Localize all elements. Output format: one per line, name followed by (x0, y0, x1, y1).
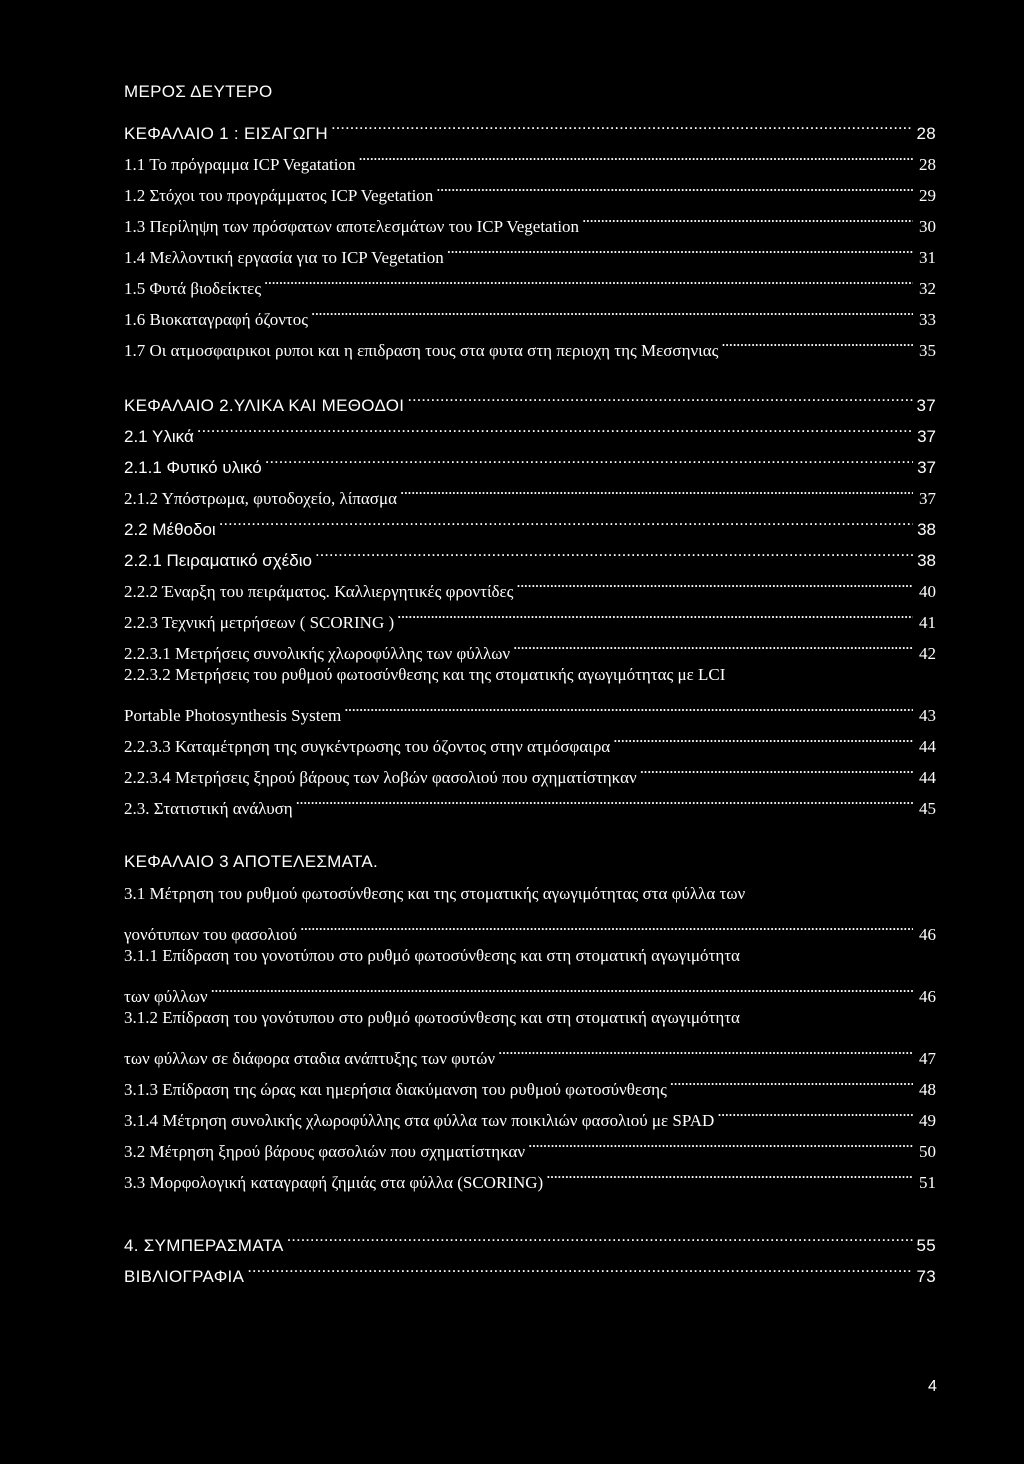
toc-entry-page: 35 (919, 341, 936, 360)
toc-entry-title: ΒΙΒΛΙΟΓΡΑΦΙΑ (124, 1267, 245, 1286)
dot-leader (516, 566, 913, 597)
dot-leader (247, 1251, 913, 1282)
dot-leader (344, 690, 913, 721)
toc-entry-title: ΚΕΦΑΛΑΙΟ 1 : ΕΙΣΑΓΩΓΗ (124, 124, 328, 143)
toc-entry-title: 3.2 Μέτρηση ξηρού βάρους φασολιών που σχηματίστηκαν (124, 1142, 526, 1161)
dot-leader (197, 411, 913, 442)
toc-entry-title: 1.2 Στόχοι του προγράμματος ICP Vegetation (124, 186, 434, 205)
toc-entry-page: 50 (919, 1142, 936, 1161)
chapter-3-heading: ΚΕΦΑΛΑΙΟ 3 ΑΠΟΤΕΛΕΣΜΑΤΑ. (124, 852, 379, 871)
toc-entry-page: 47 (919, 1049, 936, 1068)
toc-entry-title-line2: των φύλλων σε διάφορα σταδια ανάπτυξης των φυτών (124, 1049, 496, 1068)
dot-leader (407, 380, 913, 411)
toc-entry-page: 44 (919, 768, 936, 787)
toc-entry-page: 43 (919, 706, 936, 725)
toc-entry-page: 29 (919, 186, 936, 205)
toc-entry-page: 38 (917, 551, 936, 570)
toc-entry-page: 32 (919, 279, 936, 298)
toc-entry (124, 971, 936, 1006)
toc-entry-title: 2.2 Μέθοδοι (124, 520, 216, 539)
dot-leader (358, 139, 913, 170)
toc-entry (124, 909, 936, 944)
dot-leader (582, 201, 913, 232)
toc-entry-title: 1.5 Φυτά βιοδείκτες (124, 279, 262, 298)
dot-leader (296, 783, 913, 814)
toc-entry-title: 2.1.2 Υπόστρωμα, φυτοδοχείο, λίπασμα (124, 489, 397, 508)
toc-entry-page: 33 (919, 310, 936, 329)
dot-leader (670, 1064, 913, 1095)
toc-entry-title: 1.1 Το πρόγραμμα ICP Vegatation (124, 155, 356, 174)
page-number: 4 (928, 1378, 937, 1395)
dot-leader (498, 1033, 913, 1064)
toc-entry-title: 1.6 Βιοκαταγραφή όζοντος (124, 310, 308, 329)
toc-entry (124, 504, 936, 539)
toc-entry-title: 2.2.1 Πειραματικό σχέδιο (124, 551, 312, 570)
toc-entry-page: 37 (916, 396, 936, 415)
toc-entry-title: 1.4 Μελλοντική εργασία για το ICP Vegetation (124, 248, 444, 267)
dot-leader (331, 108, 913, 139)
toc-entry-page: 51 (919, 1173, 936, 1192)
toc-entry-title: ΚΕΦΑΛΑΙΟ 2.ΥΛΙΚΑ ΚΑΙ ΜΕΘΟΔΟΙ (124, 396, 405, 415)
dot-leader (447, 232, 913, 263)
toc-entry-page: 28 (916, 124, 936, 143)
toc-entry (124, 442, 936, 477)
toc-entry-title-line1: 3.1.1 Επίδραση του γονοτύπου στο ρυθμό φωτοσύνθεσης και στη στοματική αγωγιμότητα (124, 946, 740, 965)
dot-leader (513, 628, 913, 659)
toc-entry-page: 28 (919, 155, 936, 174)
toc-entry-title: 3.1.3 Επίδραση της ώρας και ημερήσια διακύμανση του ρυθμού φωτοσύνθεσης (124, 1080, 667, 1099)
toc-entry-title-line1: 3.1 Μέτρηση του ρυθμού φωτοσύνθεσης και της στοματικής αγωγιμότητας στα φύλλα των (124, 884, 746, 903)
toc-entry-page: 46 (919, 925, 936, 944)
toc-entry-title: 3.3 Μορφολογική καταγραφή ζημιάς στα φύλλα (SCORING) (124, 1173, 544, 1192)
toc-entry-title-line2: Portable Photosynthesis System (124, 706, 342, 725)
toc-entry-title: 2.2.2 Έναρξη του πειράματος. Καλλιεργητικές φροντίδες (124, 582, 514, 601)
chapter-2-heading (124, 380, 936, 415)
toc-entry-title: 2.1.1 Φυτικό υλικό (124, 458, 262, 477)
dot-leader (265, 442, 913, 473)
toc-entry (124, 690, 936, 725)
toc-entry-page: 37 (917, 458, 936, 477)
toc-entry-title: 4. ΣΥΜΠΕΡΑΣΜΑΤΑ (124, 1236, 284, 1255)
toc-entry-page: 38 (917, 520, 936, 539)
toc-entry-page: 31 (919, 248, 936, 267)
toc-entry-page: 37 (919, 489, 936, 508)
toc-entry-title: 2.2.3.3 Καταμέτρηση της συγκέντρωσης του όζοντος στην ατμόσφαιρα (124, 737, 611, 756)
toc-entry-page: 46 (919, 987, 936, 1006)
toc-entry-page: 73 (916, 1267, 936, 1286)
toc-entry (124, 411, 936, 446)
dot-leader (287, 1220, 913, 1251)
dot-leader (311, 294, 913, 325)
toc-entry-title-line2: γονότυπων του φασολιού (124, 925, 298, 944)
toc-entry-title: 2.2.3.4 Μετρήσεις ξηρού βάρους των λοβών φασολιού που σχηματίστηκαν (124, 768, 637, 787)
dot-leader (315, 535, 913, 566)
toc-entry-title: 1.3 Περίληψη των πρόσφατων αποτελεσμάτων του ICP Vegetation (124, 217, 580, 236)
part-title: ΜΕΡΟΣ ΔΕΥΤΕΡΟ (124, 82, 273, 101)
dot-leader (640, 752, 913, 783)
dot-leader (400, 473, 913, 504)
toc-entry-title-line2: των φύλλων (124, 987, 208, 1006)
toc-entry-title: 1.7 Οι ατμοσφαιρικοι ρυποι και η επιδραση τους στα φυτα στη περιοχη της Μεσσηνιας (124, 341, 719, 360)
toc-entry-page: 44 (919, 737, 936, 756)
dot-leader (528, 1126, 913, 1157)
table-of-contents (124, 76, 936, 1286)
dot-leader (211, 971, 913, 1002)
toc-entry-title-line1: 3.1.2 Επίδραση του γονότυπου στο ρυθμό φωτοσύνθεσης και στη στοματική αγωγιμότητα (124, 1008, 740, 1027)
toc-entry (124, 1033, 936, 1068)
toc-entry-title: 2.2.3.1 Μετρήσεις συνολικής χλωροφύλλης των φύλλων (124, 644, 511, 663)
toc-entry-title: 2.1 Υλικά (124, 427, 194, 446)
dot-leader (436, 170, 913, 201)
toc-entry-title-line1: 2.2.3.2 Μετρήσεις του ρυθμού φωτοσύνθεσης και της στοματικής αγωγιμότητας με LCI (124, 665, 726, 684)
dot-leader (300, 909, 913, 940)
toc-entry-title: 2.2.3 Τεχνική μετρήσεων ( SCORING ) (124, 613, 395, 632)
toc-entry-page: 30 (919, 217, 936, 236)
toc-entry-title: 3.1.4 Μέτρηση συνολικής χλωροφύλλης στα φύλλα των ποικιλιών φασολιού με SPAD (124, 1111, 715, 1130)
toc-entry (124, 535, 936, 570)
dot-leader (721, 325, 913, 356)
toc-entry-page: 40 (919, 582, 936, 601)
toc-entry-page: 37 (917, 427, 936, 446)
toc-entry-page: 45 (919, 799, 936, 818)
dot-leader (546, 1157, 913, 1188)
dot-leader (397, 597, 913, 628)
toc-entry-page: 41 (919, 613, 936, 632)
toc-entry-page: 42 (919, 644, 936, 663)
dot-leader (717, 1095, 913, 1126)
conclusions-heading (124, 1220, 936, 1255)
toc-entry-page: 49 (919, 1111, 936, 1130)
dot-leader (264, 263, 913, 294)
toc-entry-page: 55 (916, 1236, 936, 1255)
dot-leader (613, 721, 913, 752)
toc-entry-page: 48 (919, 1080, 936, 1099)
dot-leader (219, 504, 913, 535)
toc-entry-title: 2.3. Στατιστική ανάλυση (124, 799, 293, 818)
chapter-1-heading (124, 108, 936, 143)
